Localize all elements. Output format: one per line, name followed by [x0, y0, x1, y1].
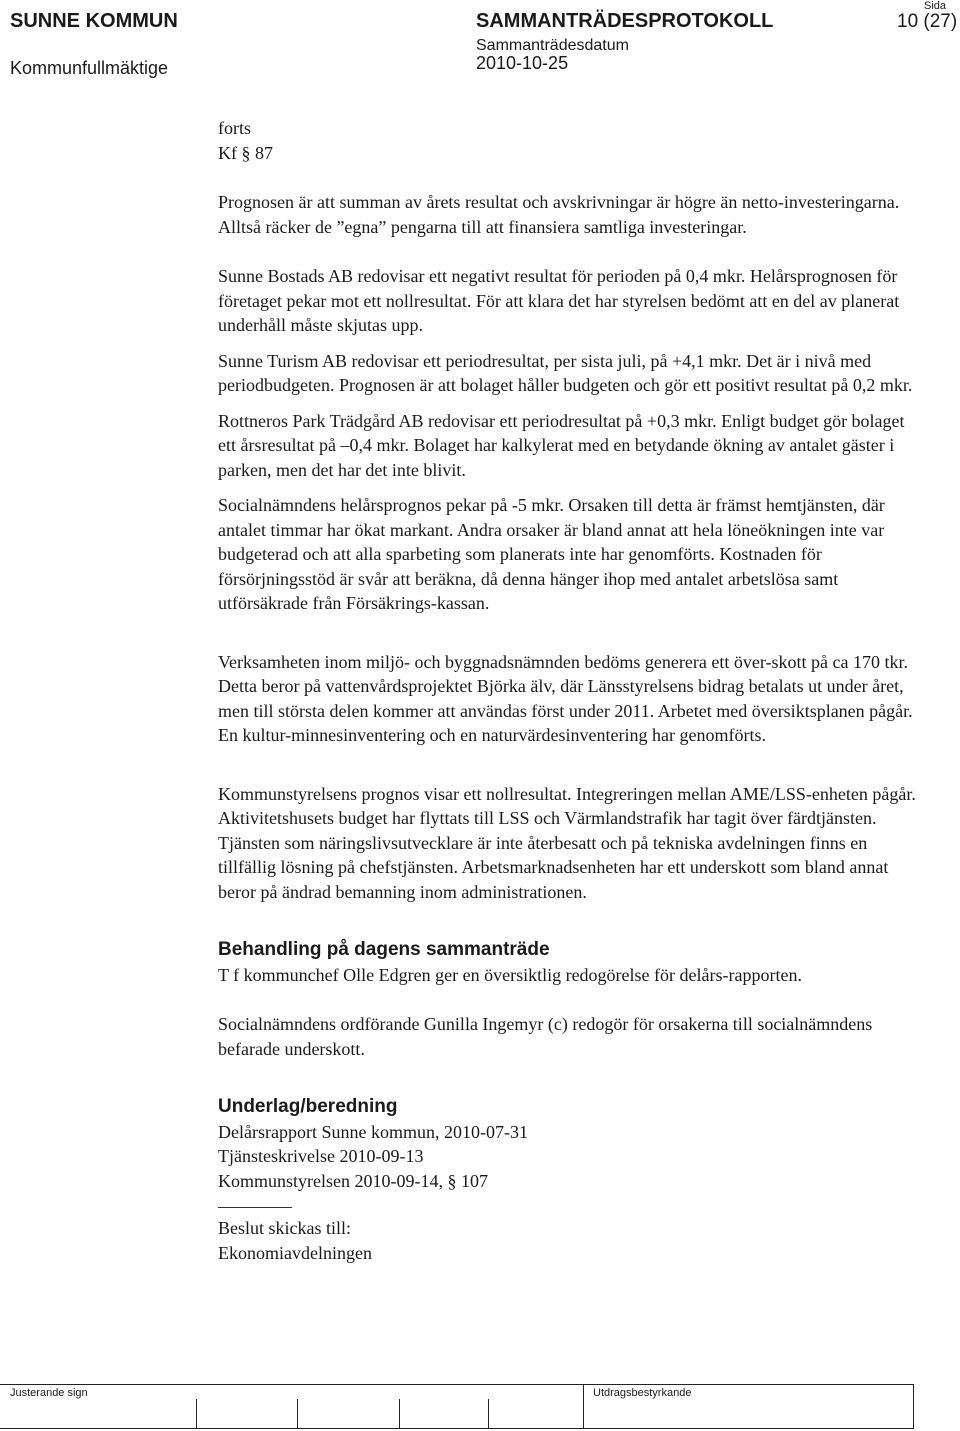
- meeting-date: 2010-10-25: [476, 53, 569, 73]
- signature-box-divider: [488, 1399, 489, 1429]
- paragraph-rottneros-park: Rottneros Park Trädgård AB redovisar ett periodresultat på +0,3 mkr. Enligt budget gör bolaget ett årsresultat på –0,4 mkr. Bolaget har kalkylerat med en betydande ökning av antalet gäster i parken, men det har det inte blivit.: [218, 410, 905, 480]
- basis-item: Kommunstyrelsen 2010-09-14, § 107: [218, 1170, 488, 1191]
- paragraph-environment-committee: Verksamheten inom miljö- och byggnadsnämnden bedöms generera ett över-skott på ca 170 tkr. Detta beror på vattenvårdsprojektet Björka älv, där Länsstyrelsens bidrag betalats ut under året, men till största delen kommer att användas först under 2011. Arbetet med översiktsplanen pågår. En kultur-minnesinventering och en naturvärdesinventering har genomförts.: [218, 651, 913, 745]
- basis-item: Tjänsteskrivelse 2010-09-13: [218, 1146, 424, 1166]
- paragraph-sunne-turism: Sunne Turism AB redovisar ett periodresultat, per sista juli, på +4,1 mkr. Det är i nivå med periodbudgeten. Prognosen är att bolaget håller budgeten och gör ett positivt resultat på 0,2 mkr.: [218, 350, 913, 395]
- signature-box-divider: [297, 1399, 298, 1429]
- document-body: [218, 116, 918, 1265]
- treatment-paragraph-2: Socialnämndens ordförande Gunilla Ingemyr (c) redogör för orsakerna till socialnämndens befarade underskott.: [218, 1014, 873, 1059]
- body-name: Kommunfullmäktige: [10, 58, 169, 78]
- divider-line: [218, 1207, 292, 1208]
- extract-certification-label: Utdragsbestyrkande: [593, 1387, 692, 1399]
- paragraph-reference: Kf § 87: [218, 142, 273, 163]
- paragraph-municipal-board: Kommunstyrelsens prognos visar ett nollresultat. Integreringen mellan AME/LSS-enheten pågår. Aktivitetshusets budget har flyttats till LSS och Värmlandstrafik har tagit över färdtjänsten. Tjänsten som näringslivsutvecklare är inte återbesatt och på tekniska avdelningen finns en tillfällig lösning på chefstjänsten. Arbetsmarknadsenheten har ett underskott som bland annat beror på ändrad bemanning inom administrationen.: [218, 783, 916, 902]
- signature-footer: [0, 1384, 914, 1429]
- sent-to-label: Beslut skickas till:: [218, 1218, 351, 1238]
- continued-marker: forts: [218, 118, 251, 138]
- paragraph-sunne-bostads: Sunne Bostads AB redovisar ett negativt resultat för perioden på 0,4 mkr. Helårsprognosen för företaget pekar mot ett nollresultat. För att klara det har styrelsen bedömt att en del av planerat underhåll måste skjutas upp.: [218, 266, 900, 335]
- treatment-heading: Behandling på dagens sammanträde: [218, 939, 550, 960]
- meeting-date-label: Sammanträdesdatum: [476, 37, 629, 54]
- sent-to-recipient: Ekonomiavdelningen: [218, 1242, 372, 1263]
- section-divider: [583, 1385, 584, 1429]
- organization-name: SUNNE KOMMUN: [10, 10, 178, 32]
- basis-item: Delårsrapport Sunne kommun, 2010-07-31: [218, 1121, 528, 1142]
- adjuster-sign-label: Justerande sign: [10, 1387, 88, 1399]
- signature-box-divider: [399, 1399, 400, 1429]
- paragraph-forecast: Prognosen är att summan av årets resultat och avskrivningar är högre än netto-investeringarna. Alltså räcker de ”egna” pengarna till att finansiera samtliga investeringar.: [218, 192, 900, 237]
- page-label: Sida: [924, 0, 947, 12]
- page-number: 10 (27): [897, 11, 958, 32]
- basis-heading: Underlag/beredning: [218, 1096, 398, 1117]
- document-type: SAMMANTRÄDESPROTOKOLL: [476, 10, 774, 32]
- paragraph-social-committee: Socialnämndens helårsprognos pekar på -5 mkr. Orsaken till detta är främst hemtjänsten, där antalet timmar har ökat markant. Andra orsaker är bland annat att hela löneökningen inte var budgeterad och att alla sparbeting som planerats inte har genomförts. Kostnaden för försörjningsstöd är svår att beräkna, då denna hänger ihop med antalet arbetslösa samt utförsäkrade från Försäkrings-kassan.: [218, 495, 885, 613]
- treatment-paragraph-1: T f kommunchef Olle Edgren ger en översiktlig redogörelse för delårs-rapporten.: [218, 964, 802, 985]
- signature-box-divider: [196, 1399, 197, 1429]
